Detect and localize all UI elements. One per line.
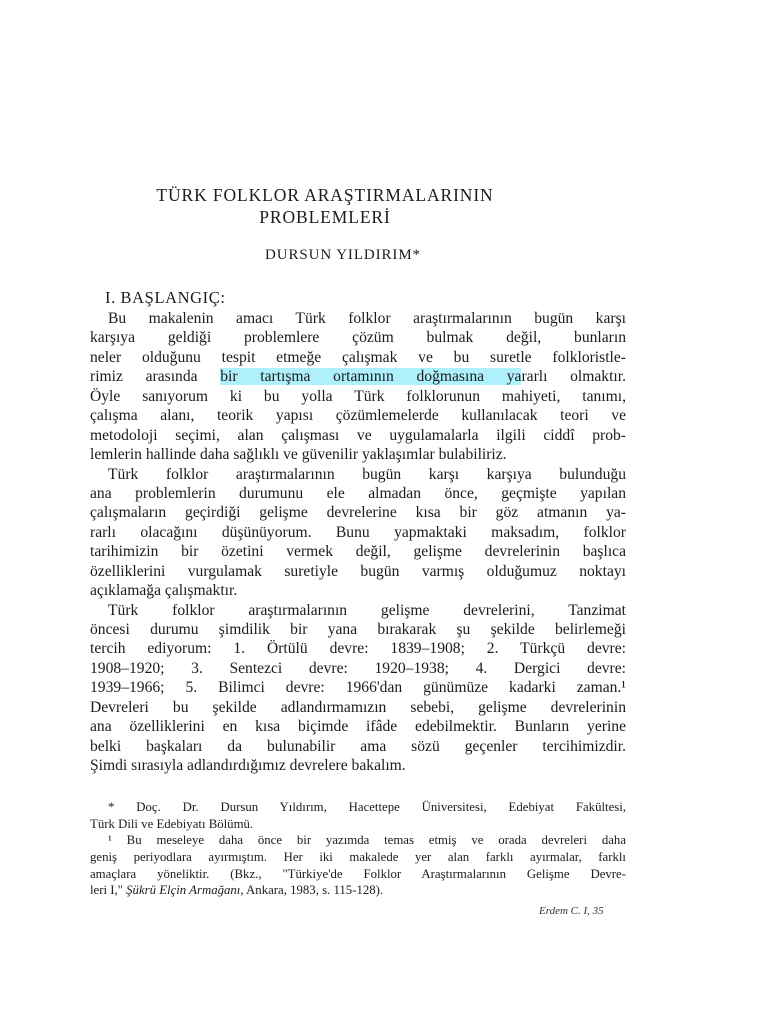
body-line: Bu makalenin amacı Türk folklor araştırmalarının bugün karşı (108, 310, 626, 327)
section-heading: I. BAŞLANGIÇ: (105, 288, 226, 307)
footnote-book-title: Şükrü Elçin Armağanı (126, 883, 241, 898)
footnote-line: ¹ Bu meseleye daha önce bir yazımda temas etmiş ve orada devreleri daha (108, 833, 626, 848)
body-line: ana özelliklerini en kısa biçimde ifâde edebilmektir. Bunların yerine (90, 718, 626, 736)
body-line: tarihimizin bir özetini vermek değil, gelişme devrelerinin başlıca (90, 543, 626, 561)
body-line: Türk folklor araştırmalarının gelişme devrelerini, Tanzimat (108, 601, 626, 619)
text-selection-highlight[interactable]: bir tartışma ortamının doğmasına ya (220, 368, 522, 386)
body-line-with-highlight (90, 367, 626, 386)
footnote-text: , Ankara, 1983, s. 115-128). (240, 883, 384, 898)
body-line: çalışmaların geçirdiği gelişme devrelerine kısa bir göz atmanın ya- (90, 504, 626, 522)
author-name: DURSUN YILDIRIM* (265, 247, 421, 263)
body-line: lemlerin hallinde daha sağlıklı ve güvenilir yaklaşımlar bulabiliriz. (90, 446, 507, 464)
page-footer-reference: Erdem C. I, 35 (539, 905, 604, 917)
footnote-line: * Doç. Dr. Dursun Yıldırım, Hacettepe Üniversitesi, Edebiyat Fakültesi, (108, 800, 626, 814)
body-line: öncesi durumu şimdilik bir yana bırakarak şu şekilde belirlemeği (90, 621, 626, 638)
body-line: Türk folklor araştırmalarının bugün karşı karşıya bulunduğu (108, 465, 626, 483)
article-title-line-2: PROBLEMLERİ (259, 207, 391, 227)
body-text: rimiz arasında (90, 368, 221, 386)
body-line: 1939–1966; 5. Bilimci devre: 1966'dan günümüze kadarki zaman.¹ (90, 679, 626, 697)
body-line: ana problemlerin durumunu ele almadan önce, geçmişte yapılan (90, 484, 626, 502)
footnote-line: Türk Dili ve Edebiyatı Bölümü. (90, 816, 254, 831)
body-line: Öyle sanıyorum ki bu yolla Türk folklorunun mahiyeti, tanımı, (90, 387, 626, 405)
footnote-text: leri I," (90, 883, 127, 898)
footnote-line: geniş periyodlara ayırmıştım. Her iki makalede yer alan farklı ayırmalar, farklı (90, 850, 626, 865)
body-line: 1908–1920; 3. Sentezci devre: 1920–1938; 4. Dergici devre: (90, 659, 626, 677)
body-text: rarlı olmaktır. (521, 368, 626, 386)
body-line: açıklamağa çalışmaktır. (90, 582, 238, 600)
body-line: belki başkaları da bulunabilir ama sözü geçenler tercihimizdir. (90, 737, 626, 755)
body-line: Şimdi sırasıyla adlandırdığımız devrelere bakalım. (90, 757, 406, 775)
footnotes (90, 799, 626, 899)
body-line: neler olduğunu tespit etmeğe çalışmak ve bu suretle folkloristle- (90, 348, 626, 366)
body-line: karşıya geldiği problemlere çözüm bulmak değil, bunların (90, 329, 626, 347)
article-body (90, 309, 626, 776)
body-line: Devreleri bu şekilde adlandırmamızın sebebi, gelişme devrelerinin (90, 698, 626, 716)
footnote-line: amaçlara yöneliktir. (Bkz., "Türkiye'de Folklor Araştırmalarının Gelişme Devre- (90, 866, 626, 881)
body-line: çalışma alanı, teorik yapısı çözümlemelerde kullanılacak teori ve (90, 407, 626, 425)
body-line: rarlı olacağını düşünüyorum. Bunu yapmaktaki maksadım, folklor (90, 523, 626, 541)
body-line: metodoloji seçimi, alan çalışması ve uygulamalarla ilgili ciddî prob- (90, 426, 626, 444)
footnote-line (90, 882, 626, 899)
body-line: tercih ediyorum: 1. Örtülü devre: 1839–1908; 2. Türkçü devre: (90, 640, 626, 658)
article-title-line-1: TÜRK FOLKLOR ARAŞTIRMALARININ (156, 185, 494, 205)
body-line: özelliklerini vurgulamak suretiyle bugün varmış olduğumuz noktayı (90, 562, 626, 580)
